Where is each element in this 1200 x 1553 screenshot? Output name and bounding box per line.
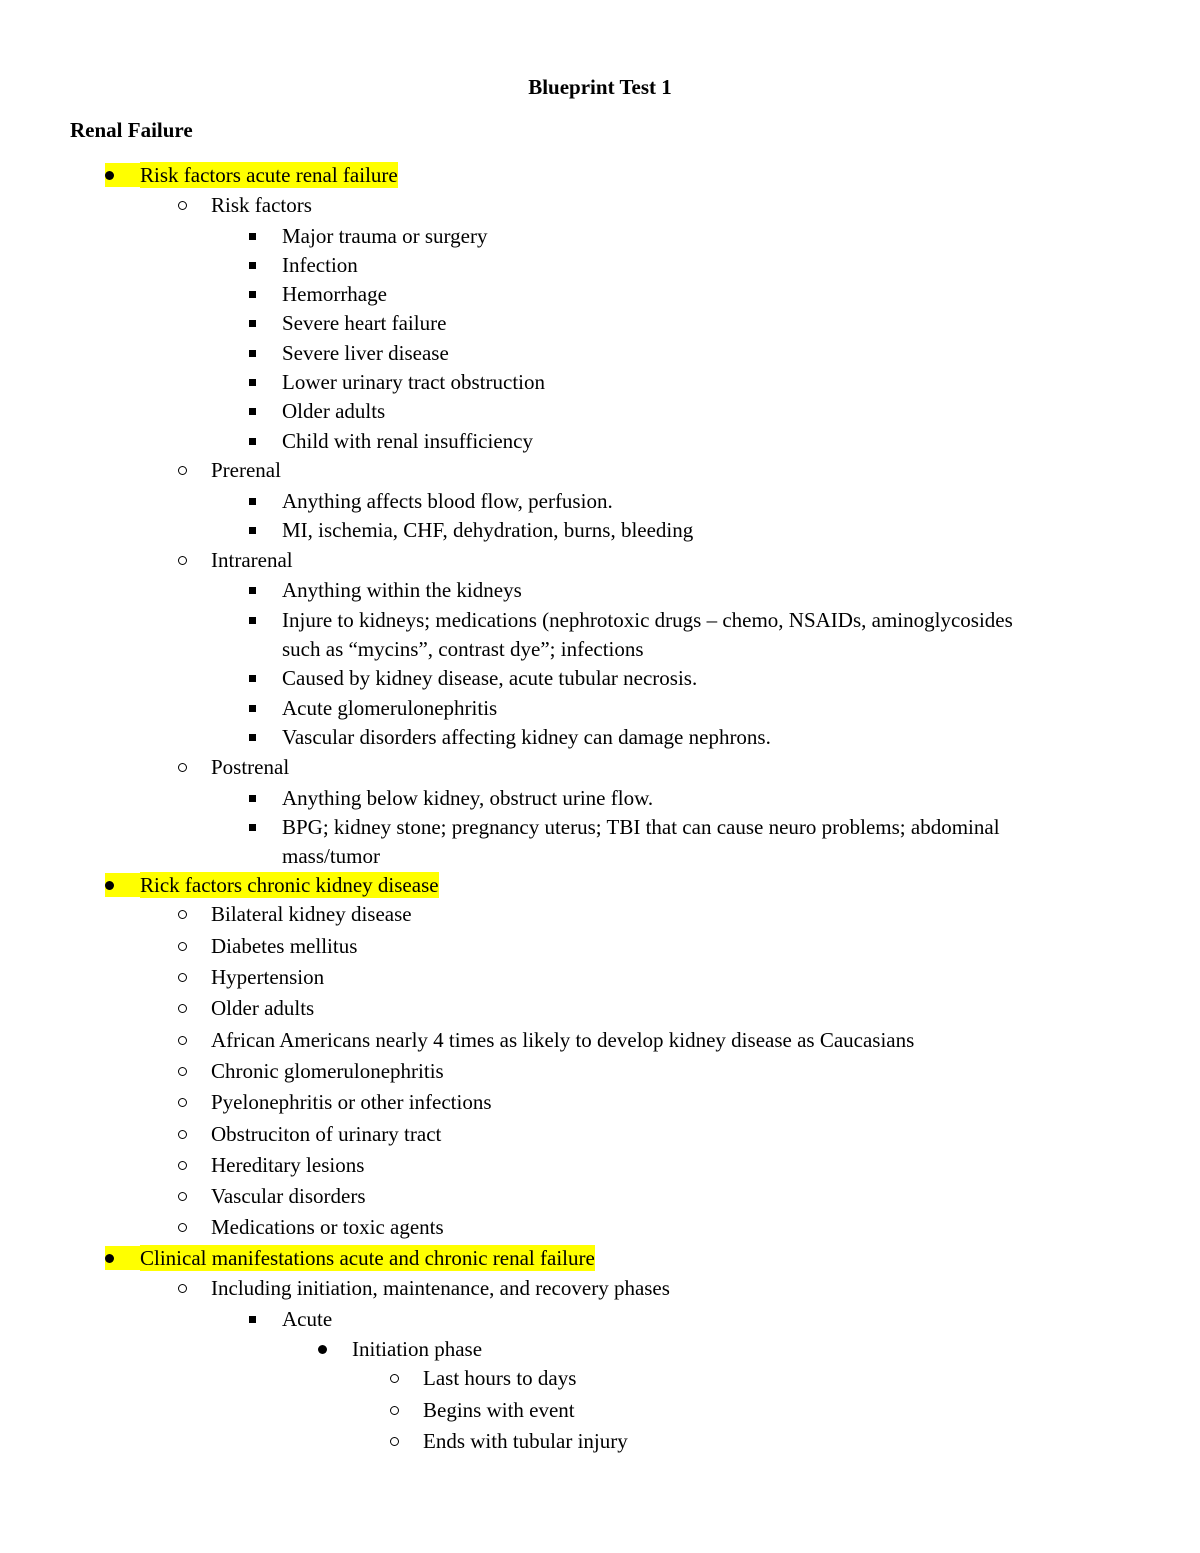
bullet-circle-icon xyxy=(178,942,187,951)
outline-item-text: Child with renal insufficiency xyxy=(282,429,533,453)
outline-item-text: Vascular disorders affecting kidney can damage nephrons. xyxy=(282,725,771,749)
outline-item-text: Severe heart failure xyxy=(282,311,447,335)
outline-item-text: Rick factors chronic kidney disease xyxy=(140,873,439,897)
outline-item-text: Anything affects blood flow, perfusion. xyxy=(282,489,613,513)
outline-item-text: Lower urinary tract obstruction xyxy=(282,370,545,394)
outline-item-text: Pyelonephritis or other infections xyxy=(211,1090,492,1114)
outline-item-text: Older adults xyxy=(282,399,386,423)
bullet-circle-icon xyxy=(178,1130,187,1139)
outline-item-text: African Americans nearly 4 times as likely to develop kidney disease as Caucasians xyxy=(211,1028,915,1052)
outline-item-text: Anything within the kidneys xyxy=(282,578,522,602)
outline-item-text: Anything below kidney, obstruct urine flow. xyxy=(282,786,654,810)
bullet-square-icon xyxy=(249,734,256,741)
outline-item-text: Obstruciton of urinary tract xyxy=(211,1122,442,1146)
outline-item-text: Begins with event xyxy=(423,1398,575,1422)
bullet-square-icon xyxy=(249,233,256,240)
outline-item-text: Acute xyxy=(282,1307,333,1331)
outline-item-text: Severe liver disease xyxy=(282,341,449,365)
bullet-square-icon xyxy=(249,587,256,594)
outline-item-text: Clinical manifestations acute and chronic renal failure xyxy=(140,1246,595,1270)
outline-item-text: Prerenal xyxy=(211,458,281,482)
outline-item-text: BPG; kidney stone; pregnancy uterus; TBI that can cause neuro problems; abdominal xyxy=(282,815,1000,839)
bullet-circle-icon xyxy=(178,201,187,210)
bullet-circle-icon xyxy=(178,1067,187,1076)
outline-item-text: mass/tumor xyxy=(282,844,380,868)
bullet-circle-icon xyxy=(178,973,187,982)
outline-item-text: Infection xyxy=(282,253,358,277)
outline-item-text: Older adults xyxy=(211,996,315,1020)
bullet-square-icon xyxy=(249,498,256,505)
bullet-circle-icon xyxy=(178,466,187,475)
bullet-dot-icon xyxy=(105,881,114,890)
bullet-square-icon xyxy=(249,291,256,298)
bullet-circle-icon xyxy=(178,1036,187,1045)
bullet-circle-icon xyxy=(178,1192,187,1201)
outline-item-text: Risk factors xyxy=(211,193,312,217)
outline-item-text: Diabetes mellitus xyxy=(211,934,358,958)
bullet-circle-icon xyxy=(178,910,187,919)
outline-item-text: Ends with tubular injury xyxy=(423,1429,628,1453)
bullet-circle-icon xyxy=(390,1437,399,1446)
document-title: Blueprint Test 1 xyxy=(528,75,672,99)
bullet-square-icon xyxy=(249,675,256,682)
bullet-square-icon xyxy=(249,1316,256,1323)
bullet-circle-icon xyxy=(178,1284,187,1293)
bullet-square-icon xyxy=(249,379,256,386)
outline-item-text: Injure to kidneys; medications (nephrotoxic drugs – chemo, NSAIDs, aminoglycosides xyxy=(282,608,1013,632)
bullet-dot-icon xyxy=(105,1254,114,1263)
outline-item-text: Acute glomerulonephritis xyxy=(282,696,498,720)
outline-item-text: MI, ischemia, CHF, dehydration, burns, bleeding xyxy=(282,518,694,542)
outline-item-text: Including initiation, maintenance, and recovery phases xyxy=(211,1276,670,1300)
bullet-square-icon xyxy=(249,824,256,831)
outline-item-text: Caused by kidney disease, acute tubular necrosis. xyxy=(282,666,698,690)
outline-item-text: Vascular disorders xyxy=(211,1184,366,1208)
bullet-square-icon xyxy=(249,350,256,357)
outline-item-text: Medications or toxic agents xyxy=(211,1215,444,1239)
outline-item-text: Hemorrhage xyxy=(282,282,387,306)
bullet-square-icon xyxy=(249,408,256,415)
bullet-square-icon xyxy=(249,438,256,445)
bullet-square-icon xyxy=(249,262,256,269)
outline-item-text: Postrenal xyxy=(211,755,290,779)
outline-item-text: Hereditary lesions xyxy=(211,1153,365,1177)
bullet-square-icon xyxy=(249,617,256,624)
bullet-square-icon xyxy=(249,795,256,802)
outline-item-text: Risk factors acute renal failure xyxy=(140,163,398,187)
outline-item-text: Initiation phase xyxy=(352,1337,483,1361)
outline-item-text: Bilateral kidney disease xyxy=(211,902,412,926)
bullet-circle-icon xyxy=(178,1098,187,1107)
section-heading: Renal Failure xyxy=(70,118,193,142)
bullet-circle-icon xyxy=(178,1161,187,1170)
outline-item-text: such as “mycins”, contrast dye”; infections xyxy=(282,637,644,661)
outline-item-text: Chronic glomerulonephritis xyxy=(211,1059,444,1083)
outline-item-text: Intrarenal xyxy=(211,548,293,572)
bullet-square-icon xyxy=(249,527,256,534)
bullet-square-icon xyxy=(249,705,256,712)
bullet-dot-icon xyxy=(318,1345,327,1354)
outline-item-text: Major trauma or surgery xyxy=(282,224,488,248)
bullet-dot-icon xyxy=(105,171,114,180)
bullet-circle-icon xyxy=(390,1374,399,1383)
bullet-circle-icon xyxy=(178,556,187,565)
bullet-circle-icon xyxy=(178,1004,187,1013)
bullet-circle-icon xyxy=(178,1223,187,1232)
bullet-circle-icon xyxy=(390,1406,399,1415)
bullet-square-icon xyxy=(249,320,256,327)
outline-item-text: Hypertension xyxy=(211,965,325,989)
bullet-circle-icon xyxy=(178,763,187,772)
outline-item-text: Last hours to days xyxy=(423,1366,577,1390)
